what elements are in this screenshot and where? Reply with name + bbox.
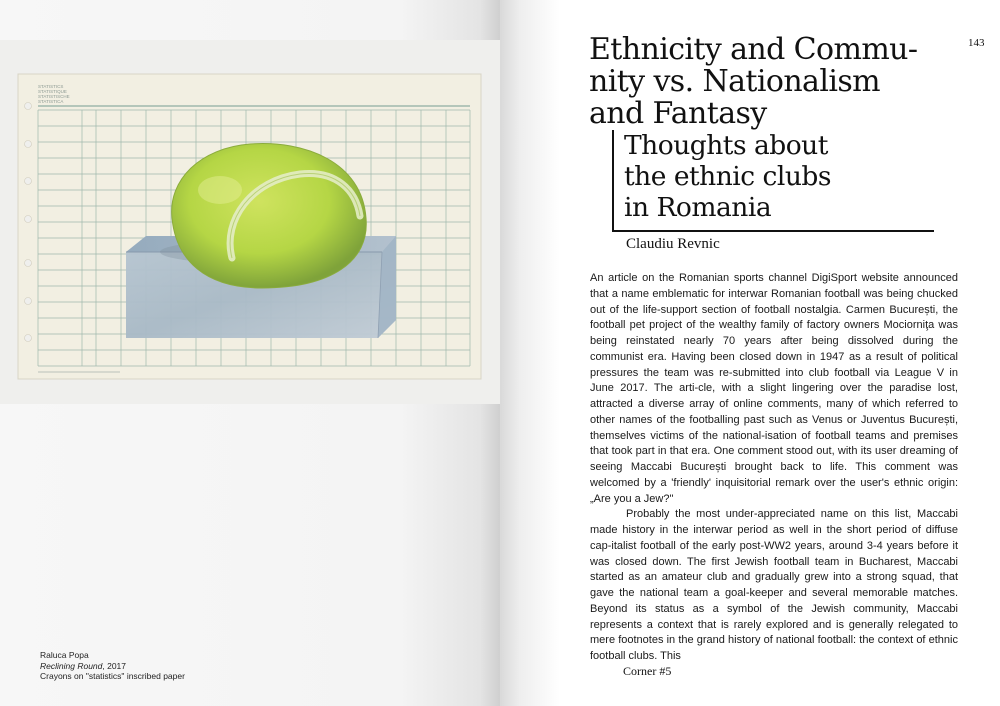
svg-text:STATISTISCHE: STATISTISCHE xyxy=(38,94,70,99)
svg-text:STATISTIQUE: STATISTIQUE xyxy=(38,89,67,94)
caption-title: Reclining Round xyxy=(40,660,103,671)
author-name: Claudiu Revnic xyxy=(626,236,720,252)
subtitle-bracket xyxy=(612,130,934,232)
paragraph: Probably the most under-appreciated name on this list, Maccabi made history in the interwar period as well in the short period of diffuse cap-italist football of the early post-WW2 years, around 3-4 years before it was closed down. The first Jewish football team in Bucharest, Maccabi started as an amateur club and gradually grew into a strong squad, that gave the national team a goal-keeper and several memorable matches. Beyond its status as a symbol of the Jewish community, Maccabi represents a context that is rarely explored and is generally relegated to mere footnotes in the grand history of national football: the context of ethnic football clubs. This xyxy=(590,508,958,662)
title-line: and Fantasy xyxy=(589,96,767,131)
article-body xyxy=(590,271,958,665)
article-title xyxy=(589,34,959,130)
artwork-caption xyxy=(40,650,185,682)
caption-artist: Raluca Popa xyxy=(40,650,89,660)
title-line: nity vs. Nationalism xyxy=(589,64,880,99)
paragraph: An article on the Romanian sports channel DigiSport website announced that a name emblematic for interwar Romanian football was being chucked out of the life-support section of football nostalgia. Carmen București, the football pet project of the wealthy family of factory owners Mociorniţa was being reinstated nearly 70 years after being dissolved during the communist era. Having been closed down in 1947 as a result of political pressures the team was re-submitted into club football via League V in June 2017. The arti-cle, with a slight lingering over the paradise lost, attracted a diverse array of online comments, many of which referred to other names of the footballing past such as Venus or Juventus București, themselves victims of the national-isation of football teams and premises that took part in that era. One comment stood out, with its user dreaming of seeing Maccabi București brought back to life. This comment was welcomed by a 'friendly' inquisitorial remark over the user's ethnic origin: „Are you a Jew?" xyxy=(590,272,958,505)
magazine-footer: Corner #5 xyxy=(623,664,672,678)
title-line: Ethnicity and Commu- xyxy=(589,32,918,67)
caption-year: , 2017 xyxy=(102,660,127,671)
reclining-ball xyxy=(172,144,367,288)
subtitle-line: in Romania xyxy=(624,192,772,223)
svg-text:STATISTICS: STATISTICS xyxy=(38,84,64,89)
caption-title-line xyxy=(40,661,185,672)
caption-medium: Crayons on "statistics" inscribed paper xyxy=(40,671,185,681)
artwork-image xyxy=(0,40,500,404)
article-subtitle xyxy=(614,130,934,223)
subtitle-line: the ethnic clubs xyxy=(624,161,831,192)
svg-text:STATISTICA: STATISTICA xyxy=(38,99,64,104)
page-number: 143 xyxy=(968,37,985,49)
subtitle-line: Thoughts about xyxy=(624,130,828,161)
crayon-drawing xyxy=(0,40,500,404)
